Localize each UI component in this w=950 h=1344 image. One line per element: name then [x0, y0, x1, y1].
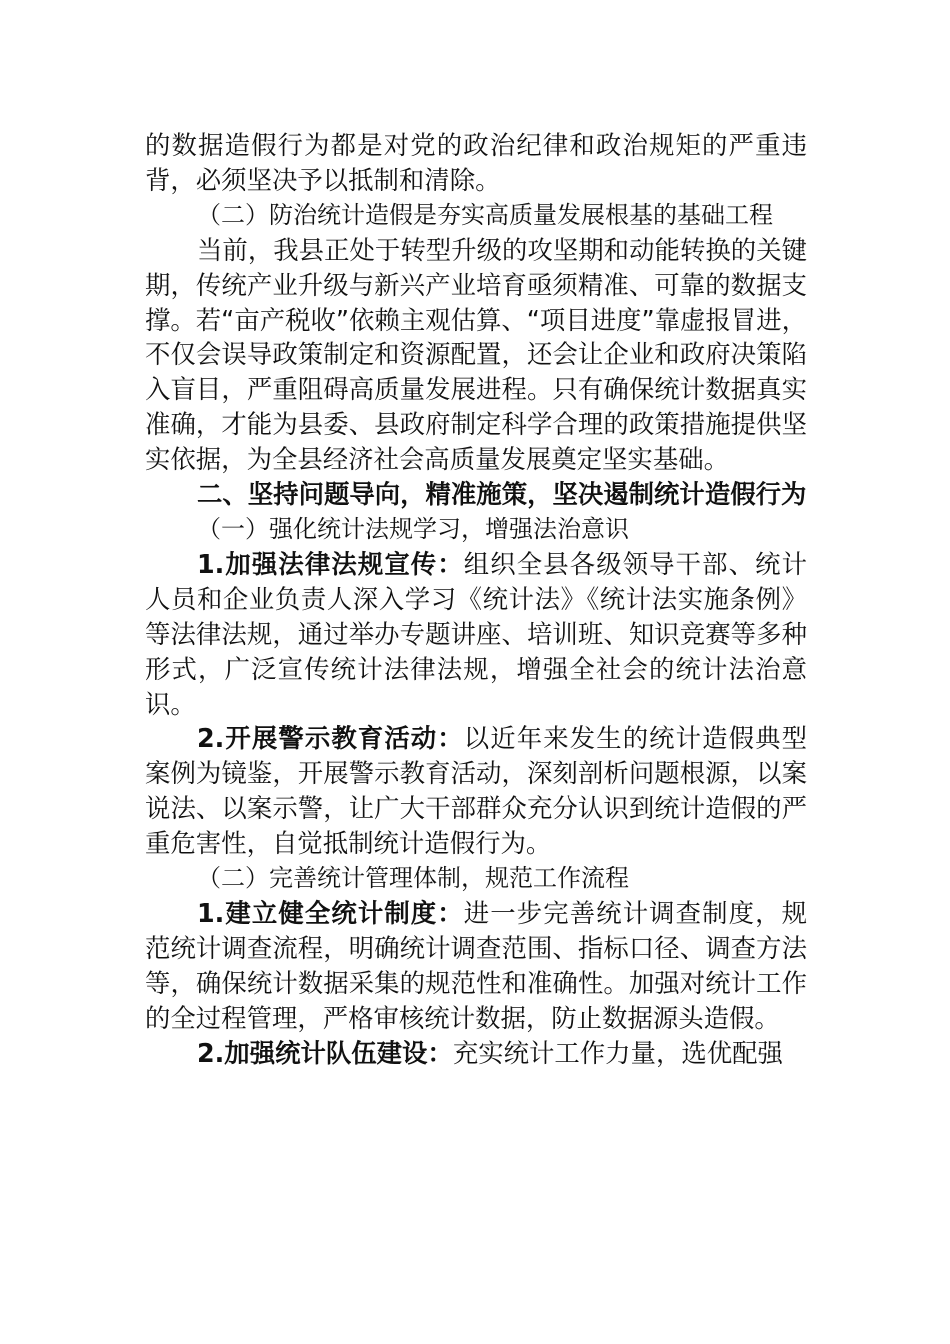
list-item-2-1-2	[145, 721, 807, 861]
list-item-title: 2.开展警示教育活动：	[197, 723, 464, 754]
list-item-2-1-1	[145, 547, 807, 722]
section-heading-2: 二、坚持问题导向，精准施策，坚决遏制统计造假行为	[197, 479, 807, 510]
list-item-2-2-1	[145, 896, 807, 1036]
document-page	[145, 128, 807, 1070]
paragraph-current-situation: 当前，我县正处于转型升级的攻坚期和动能转换的关键期，传统产业升级与新兴产业培育亟须精准、可靠的数据支撑。若“亩产税收”依赖主观估算、“项目进度”靠虚报冒进，不仅会误导政策制定和资源配置，还会让企业和政府决策陷入盲目，严重阻碍高质量发展进程。只有确保统计数据真实准确，才能为县委、县政府制定科学合理的政策措施提供坚实依据，为全县经济社会高质量发展奠定坚实基础。	[145, 234, 807, 475]
paragraph-continued: 的数据造假行为都是对党的政治纪律和政治规矩的严重违背，必须坚决予以抵制和清除。	[145, 130, 807, 195]
list-item-body: 进一步完善统计调查制度，规范统计调查流程，明确统计调查范围、指标口径、调查方法等，确保统计数据采集的规范性和准确性。加强对统计工作的全过程管理，严格审核统计数据，防止数据源头造假。	[145, 897, 808, 1033]
list-item-2-2-2	[145, 1036, 807, 1071]
subsection-heading-2-1: （一）强化统计法规学习，增强法治意识	[197, 514, 629, 543]
list-item-body: 组织全县各级领导干部、统计人员和企业负责人深入学习《统计法》《统计法实施条例》等法律法规，通过举办专题讲座、培训班、知识竞赛等多种形式，广泛宣传统计法律法规，增强全社会的统计法治意识。	[145, 548, 808, 719]
subsection-heading-1-2: （二）防治统计造假是夯实高质量发展根基的基础工程	[197, 200, 773, 229]
subsection-heading-2-2: （二）完善统计管理体制，规范工作流程	[197, 864, 629, 893]
list-item-title: 1.建立健全统计制度：	[197, 897, 464, 928]
list-item-body: 充实统计工作力量，选优配强	[452, 1037, 783, 1068]
list-item-body: 以近年来发生的统计造假典型案例为镜鉴，开展警示教育活动，深刻剖析问题根源，以案说法、以案示警，让广大干部群众充分认识到统计造假的严重危害性，自觉抵制统计造假行为。	[145, 723, 808, 859]
list-item-title: 1.加强法律法规宣传：	[197, 548, 464, 579]
list-item-title: 2.加强统计队伍建设：	[197, 1037, 453, 1068]
